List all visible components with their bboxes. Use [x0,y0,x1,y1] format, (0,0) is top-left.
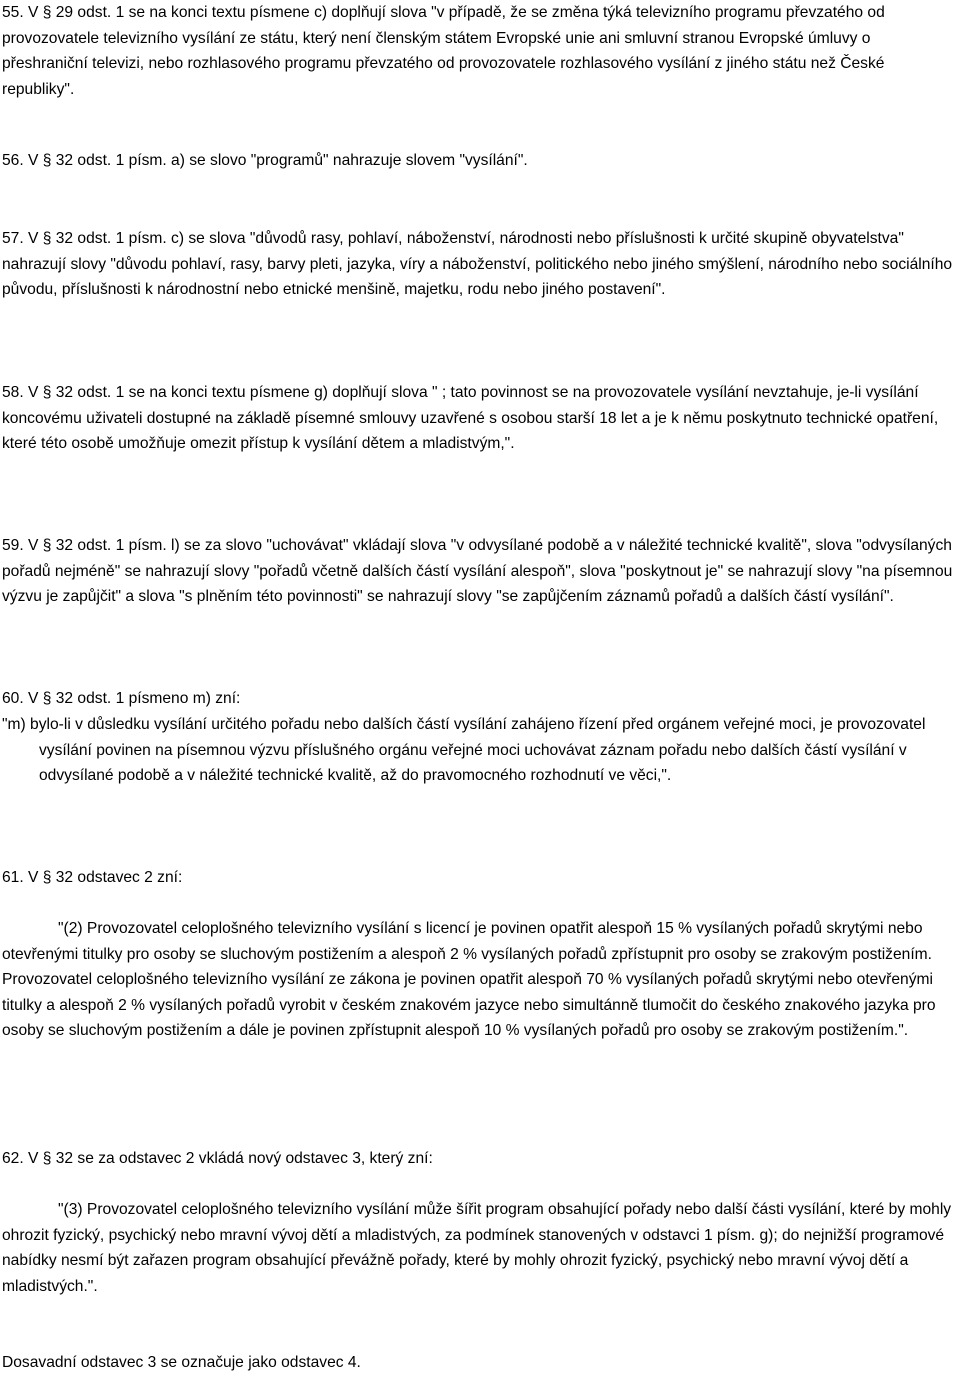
paragraph-61-body: "(2) Provozovatel celoplošného televizního vysílání s licencí je povinen opatřit alespoň 15 % vysílaných pořadů skrytými nebo otevřenými titulky pro osoby se sluchovým postižením a alespoň 2 % vysílaných pořadů zpřístupnit pro osoby se zrakovým postižením. Provozovatel celoplošného televizního vysílání ze zákona je povinen opatřit alespoň 70 % vysílaných pořadů skrytými nebo otevřenými titulky a alespoň 2 % vysílaných pořadů vyrobit v českém znakovém jazyce nebo simultánně tlumočit do českého znakového jazyka pro osoby se sluchovým postižením a dále je povinen zpřístupnit alespoň 10 % vysílaných pořadů pro osoby se zrakovým postižením.". [2,920,936,1039]
paragraph-60-heading: 60. V § 32 odst. 1 písmeno m) zní: [2,690,241,707]
paragraph-62-heading: 62. V § 32 se za odstavec 2 vkládá nový odstavec 3, který zní: [2,1150,433,1167]
paragraph-60-body: "m) bylo-li v důsledku vysílání určitého pořadu nebo dalších částí vysílání zahájeno řízení před orgánem veřejné moci, je provozovatel vysílání povinen na písemnou výzvu příslušného orgánu veřejné moci uchovávat záznam pořadu nebo dalších částí vysílání v odvysílané podobě a v náležité technické kvalitě, až do pravomocného rozhodnutí ve věci,". [2,716,926,784]
paragraph-56: 56. V § 32 odst. 1 písm. a) se slovo "programů" nahrazuje slovem "vysílání". [2,152,528,169]
paragraph-59: 59. V § 32 odst. 1 písm. l) se za slovo "uchovávat" vkládají slova "v odvysílané podobě a v náležité technické kvalitě", slova "odvysílaných pořadů nejméně" se nahrazují slovy "pořadů včetně dalších částí vysílání alespoň", slova "poskytnout je" se nahrazují slovy "na písemnou výzvu je zapůjčit" a slova "s plněním této povinnosti" se nahrazují slovy "se zapůjčením záznamů pořadů a dalších částí vysílání". [2,537,953,605]
paragraph-final: Dosavadní odstavec 3 se označuje jako odstavec 4. [2,1354,361,1371]
paragraph-62-body: "(3) Provozovatel celoplošného televizního vysílání může šířit program obsahující pořady nebo další části vysílání, které by mohly ohrozit fyzický, psychický nebo mravní vývoj dětí a mladistvých, za podmínek stanovených v odstavci 1 písm. g); do nejnižší programové nabídky nesmí být zařazen program obsahující převážně pořady, které by mohly ohrozit fyzický, psychický nebo mravní vývoj dětí a mladistvých.". [2,1201,952,1295]
paragraph-55: 55. V § 29 odst. 1 se na konci textu písmene c) doplňují slova "v případě, že se změna týká televizního programu převzatého od provozovatele televizního vysílání ze státu, který není členským státem Evropské unie ani smluvní stranou Evropské úmluvy o přeshraniční televizi, nebo rozhlasového programu převzatého od provozovatele rozhlasového vysílání z jiného státu než České republiky". [2,4,885,98]
paragraph-58: 58. V § 32 odst. 1 se na konci textu písmene g) doplňují slova " ; tato povinnost se na provozovatele vysílání nevztahuje, je-li vysílání koncovému uživateli dostupné na základě písemné smlouvy uzavřené s osobou starší 18 let a je k němu poskytnuto technické opatření, které této osobě umožňuje omezit přístup k vysílání dětem a mladistvým,". [2,384,939,452]
paragraph-61-heading: 61. V § 32 odstavec 2 zní: [2,869,183,886]
paragraph-57: 57. V § 32 odst. 1 písm. c) se slova "důvodů rasy, pohlaví, náboženství, národnosti nebo příslušnosti k určité skupině obyvatelstva" nahrazují slovy "důvodu pohlaví, rasy, barvy pleti, jazyka, víry a náboženství, politického nebo jiného smýšlení, národního nebo sociálního původu, příslušnosti k národnostní nebo etnické menšině, majetku, rodu nebo jiného postavení". [2,230,953,298]
